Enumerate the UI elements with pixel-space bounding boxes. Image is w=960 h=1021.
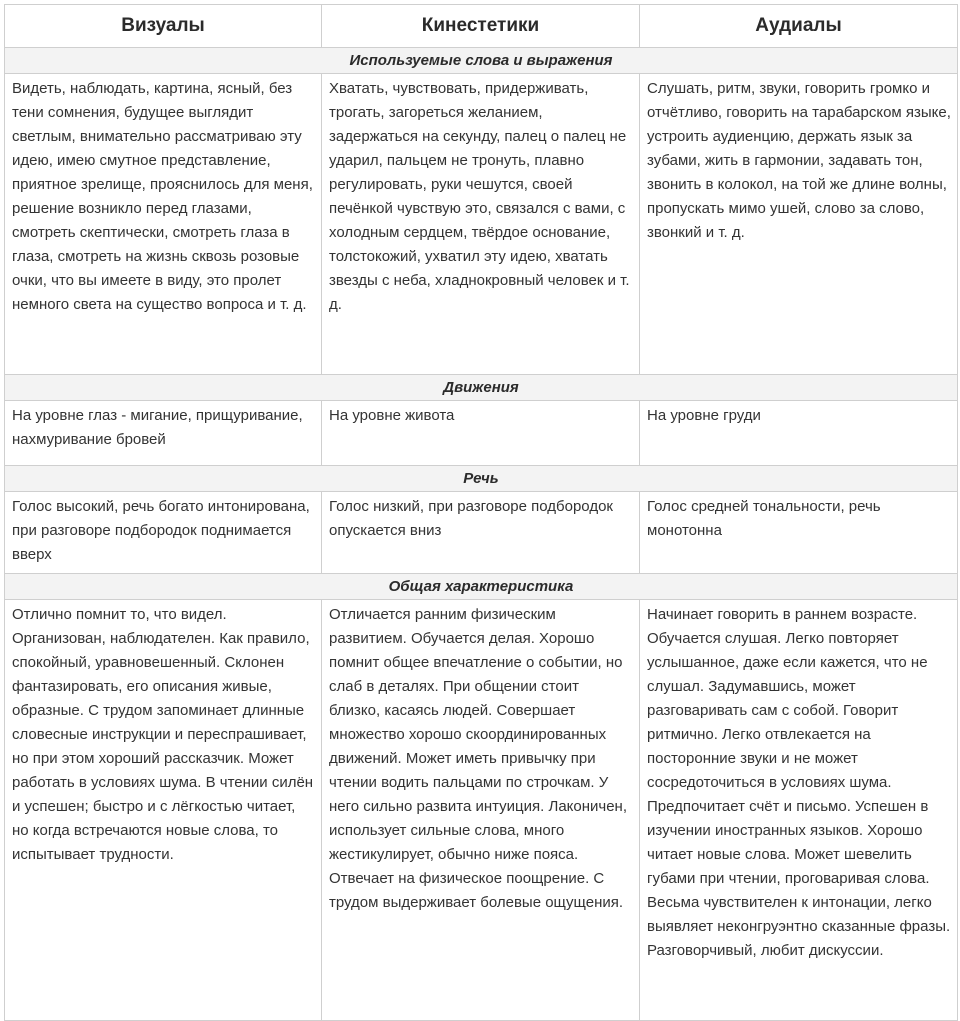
cell-visuals-movements: На уровне глаз - мигание, прищуривание, нахмуривание бровей (5, 401, 322, 466)
table-row (5, 74, 958, 375)
cell-audials-movements: На уровне груди (640, 401, 958, 466)
cell-audials-words: Слушать, ритм, звуки, говорить громко и отчётливо, говорить на тарабарском языке, устроить аудиенцию, держать язык за зубами, жить в гармонии, задавать тон, звонить в колокол, на той же длине волны, пропускать мимо ушей, слово за слово, звонкий и т. д. (640, 74, 958, 375)
cell-visuals-speech: Голос высокий, речь богато интонирована, при разговоре подбородок поднимается вверх (5, 492, 322, 574)
table-row (5, 492, 958, 574)
column-header-visuals: Визуалы (5, 5, 322, 48)
section-row (5, 574, 958, 600)
cell-visuals-words: Видеть, наблюдать, картина, ясный, без тени сомнения, будущее выглядит светлым, внимательно рассматриваю эту идею, имею смутное представление, приятное зрелище, прояснилось для меня, решение возникло перед глазами, смотреть скептически, смотреть глаза в глаза, смотреть на жизнь сквозь розовые очки, что вы имеете в виду, это пролет немного света на существо вопроса и т. д. (5, 74, 322, 375)
section-row (5, 466, 958, 492)
section-row (5, 48, 958, 74)
cell-visuals-general: Отлично помнит то, что видел. Организован, наблюдателен. Как правило, спокойный, уравновешенный. Склонен фантазировать, его описания живые, образные. С трудом запоминает длинные словесные инструкции и переспрашивает, но при этом хороший рассказчик. Может работать в условиях шума. В чтении силён и успешен; быстро и с лёгкостью читает, но когда встречаются новые слова, то испытывает трудности. (5, 600, 322, 1021)
column-header-kinesthetics: Кинестетики (322, 5, 640, 48)
cell-kinesthetics-general: Отличается ранним физическим развитием. Обучается делая. Хорошо помнит общее впечатление о событии, но слаб в деталях. При общении стоит близко, касаясь людей. Совершает множество хорошо скоординированных движений. Может иметь привычку при чтении водить пальцами по строчкам. У него сильно развита интуиция. Лаконичен, использует сильные слова, много жестикулирует, обычно ниже пояса. Отвечает на физическое поощрение. С трудом выдерживает болевые ощущения. (322, 600, 640, 1021)
section-title-movements: Движения (5, 375, 958, 401)
cell-kinesthetics-speech: Голос низкий, при разговоре подбородок опускается вниз (322, 492, 640, 574)
section-title-general: Общая характеристика (5, 574, 958, 600)
section-title-speech: Речь (5, 466, 958, 492)
cell-kinesthetics-words: Хватать, чувствовать, придерживать, трогать, загореться желанием, задержаться на секунду, палец о палец не ударил, пальцем не тронуть, плавно регулировать, руки чешутся, своей печёнкой чувствую это, связался с вами, с холодным сердцем, твёрдое основание, толстокожий, ухватил эту идею, хватать звезды с неба, хладнокровный человек и т. д. (322, 74, 640, 375)
cell-audials-speech: Голос средней тональности, речь монотонна (640, 492, 958, 574)
column-header-audials: Аудиалы (640, 5, 958, 48)
table-row (5, 401, 958, 466)
table-row (5, 600, 958, 1021)
comparison-table (4, 4, 958, 1021)
cell-kinesthetics-movements: На уровне живота (322, 401, 640, 466)
header-row (5, 5, 958, 48)
section-title-words: Используемые слова и выражения (5, 48, 958, 74)
cell-audials-general: Начинает говорить в раннем возрасте. Обучается слушая. Легко повторяет услышанное, даже если кажется, что не слушал. Задумавшись, может разговаривать сам с собой. Говорит ритмично. Легко отвлекается на посторонние звуки и не может сосредоточиться в условиях шума. Предпочитает счёт и письмо. Успешен в изучении иностранных языков. Хорошо читает новые слова. Может шевелить губами при чтении, проговаривая слова. Весьма чувствителен к интонации, легко выявляет неконгруэнтно сказанные фразы. Разговорчивый, любит дискуссии. (640, 600, 958, 1021)
section-row (5, 375, 958, 401)
